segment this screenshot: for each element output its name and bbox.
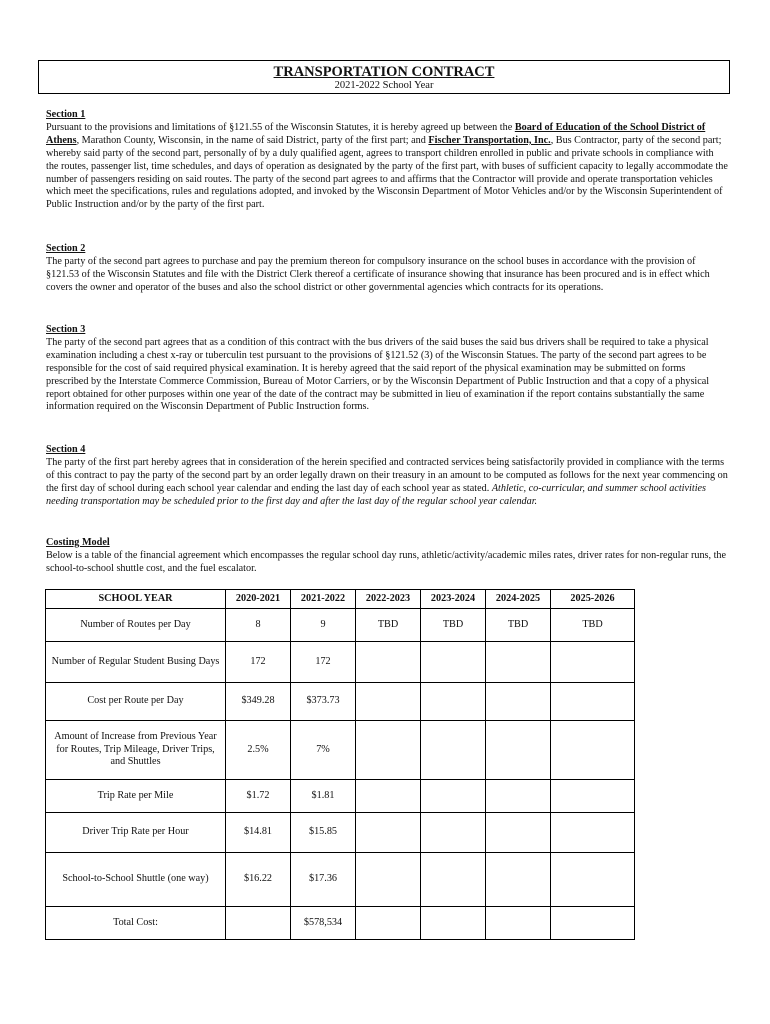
row-label: Amount of Increase from Previous Year for Routes, Trip Mileage, Driver Trips, and Shuttles [46, 721, 226, 780]
table-cell [486, 813, 551, 853]
table-cell: 172 [291, 642, 356, 683]
header-2021-2022: 2021-2022 [291, 590, 356, 609]
table-cell: 8 [226, 609, 291, 642]
table-cell [486, 642, 551, 683]
section-1 [46, 109, 728, 212]
table-cell: TBD [356, 609, 421, 642]
section-3 [46, 324, 728, 414]
header-school-year: SCHOOL YEAR [46, 590, 226, 609]
table-cell [551, 813, 635, 853]
table-cell: 9 [291, 609, 356, 642]
costing-model-body: Below is a table of the financial agreement which encompasses the regular school day runs, athletic/activity/academic miles rates, driver rates for non-regular runs, the school-to-school shuttle cost, and the fuel escalator. [46, 549, 727, 574]
table-cell: 7% [291, 721, 356, 780]
section-4-body [46, 457, 728, 509]
table-cell: TBD [421, 609, 486, 642]
header-2024-2025: 2024-2025 [486, 590, 551, 609]
document-title: TRANSPORTATION CONTRACT [273, 64, 495, 80]
section-1-heading: Section 1 [46, 109, 86, 120]
table-cell: TBD [551, 609, 635, 642]
table-cell [421, 721, 486, 780]
row-label: Number of Regular Student Busing Days [46, 642, 226, 683]
table-row [46, 721, 635, 780]
table-cell: $349.28 [226, 683, 291, 721]
table-cell [486, 907, 551, 940]
table-cell: $373.73 [291, 683, 356, 721]
section-1-text-c: , Bus Contractor, party of the second part; whereby said party of the second part, personally of by a duly qualified agent, agrees to transport children enrolled in public and private schools in compliance with the routes, passenger list, time schedules, and days of operation as designated by the party of the first part, with buses of sufficient capacity to legally accommodate the number of passengers residing on said routes. The party of the second part agrees to and affirms that the Contractor will provide and operate transportation vehicles which meet the specifications, rules and regulations adopted, and invoked by the Wisconsin Department of Motor Vehicles and/or by the Wisconsin Superintendent of Public Instruction and/or by the party of the first part. [46, 134, 728, 211]
row-label: Number of Routes per Day [46, 609, 226, 642]
section-2-body: The party of the second part agrees to purchase and pay the premium thereon for compulsory insurance on the school buses in accordance with the provision of §121.53 of the Wisconsin Statutes and file with the District Clerk thereof a certificate of insurance showing that insurance has been procured and is in effect which covers the owner and operator of the buses and also the school district or other governmental agencies which contracts for its operations. [46, 255, 710, 293]
section-2-heading: Section 2 [46, 243, 86, 254]
section-3-body: The party of the second part agrees that as a condition of this contract with the bus drivers of the said buses the said bus drivers shall be required to take a physical examination including a chest x-ray or tuberculin test pursuant to the provisions of §121.52 (3) of the Wisconsin Statues. The party of the second part agrees to be responsible for the cost of said required physical examination. It is hereby agreed that the said report of the physical examination may be submitted on forms prescribed by the Interstate Commerce Commission, Bureau of Motor Carriers, or by the Wisconsin Department of Public Instruction and that a copy of a physical report obtained for other purposes within one year of the date of the contract may be submitted in lieu of examination if the report contains substantially the same information required on the Wisconsin Department of Public Instruction forms. [46, 336, 710, 413]
section-1-text-a: Pursuant to the provisions and limitations of §121.55 of the Wisconsin Statutes, it is hereby agreed up between the [46, 121, 515, 133]
section-1-text-b: , Marathon County, Wisconsin, in the name of said District, party of the first part; and [76, 134, 429, 146]
table-cell [486, 683, 551, 721]
table-row [46, 853, 635, 907]
section-4-italic-note: Athletic, co-curricular, and summer school activities needing transportation may be scheduled prior to the first day and after the last day of the regular school year calendar. [46, 482, 707, 507]
table-cell [356, 642, 421, 683]
table-cell [356, 721, 421, 780]
table-cell [421, 853, 486, 907]
header-2020-2021: 2020-2021 [226, 590, 291, 609]
row-label: Cost per Route per Day [46, 683, 226, 721]
table-cell [551, 853, 635, 907]
table-cell [421, 780, 486, 813]
table-cell: $17.36 [291, 853, 356, 907]
section-2 [46, 243, 728, 295]
table-cell [356, 907, 421, 940]
table-cell: $16.22 [226, 853, 291, 907]
table-row [46, 683, 635, 721]
header-2023-2024: 2023-2024 [421, 590, 486, 609]
table-cell [356, 780, 421, 813]
table-cell: $1.72 [226, 780, 291, 813]
table-cell [551, 907, 635, 940]
table-cell [421, 813, 486, 853]
costing-model-heading: Costing Model [46, 537, 110, 548]
section-4-heading: Section 4 [46, 444, 86, 455]
header-2022-2023: 2022-2023 [356, 590, 421, 609]
costing-table [45, 589, 635, 940]
table-cell: $15.85 [291, 813, 356, 853]
table-cell [421, 907, 486, 940]
row-label: Driver Trip Rate per Hour [46, 813, 226, 853]
table-cell [356, 683, 421, 721]
table-cell [226, 907, 291, 940]
table-cell: $14.81 [226, 813, 291, 853]
table-cell [486, 853, 551, 907]
contractor-name: Fischer Transportation, Inc. [428, 134, 551, 146]
section-1-body [46, 122, 728, 212]
table-cell: 172 [226, 642, 291, 683]
costing-model [46, 537, 728, 576]
table-cell [356, 853, 421, 907]
row-label: School-to-School Shuttle (one way) [46, 853, 226, 907]
table-row [46, 813, 635, 853]
section-4-text: The party of the first part hereby agrees that in consideration of the herein specified and contracted services being satisfactorily provided in compliance with the terms of this contract to pay the party of the second part by an order legally drawn on their treasury in an amount to be computed as follows for the next year commencing on the first day of school during each school year calendar and ending the last day of each school year as stated. [46, 456, 728, 494]
table-cell [486, 780, 551, 813]
table-cell [356, 813, 421, 853]
table-row [46, 642, 635, 683]
section-4 [46, 444, 728, 509]
document-subtitle: 2021-2022 School Year [334, 80, 434, 91]
table-cell [551, 683, 635, 721]
table-cell: $578,534 [291, 907, 356, 940]
row-label: Total Cost: [46, 907, 226, 940]
table-cell [551, 780, 635, 813]
table-cell [486, 721, 551, 780]
table-cell [551, 642, 635, 683]
table-header-row [46, 590, 635, 609]
table-cell [421, 683, 486, 721]
section-3-heading: Section 3 [46, 324, 86, 335]
table-cell: TBD [486, 609, 551, 642]
table-row [46, 609, 635, 642]
row-label: Trip Rate per Mile [46, 780, 226, 813]
table-cell [421, 642, 486, 683]
title-box [38, 60, 730, 94]
header-2025-2026: 2025-2026 [551, 590, 635, 609]
table-cell: $1.81 [291, 780, 356, 813]
table-cell: 2.5% [226, 721, 291, 780]
board-name: Board of Education of the School District of Athens [46, 121, 706, 146]
table-cell [551, 721, 635, 780]
table-row [46, 780, 635, 813]
table-row-total [46, 907, 635, 940]
